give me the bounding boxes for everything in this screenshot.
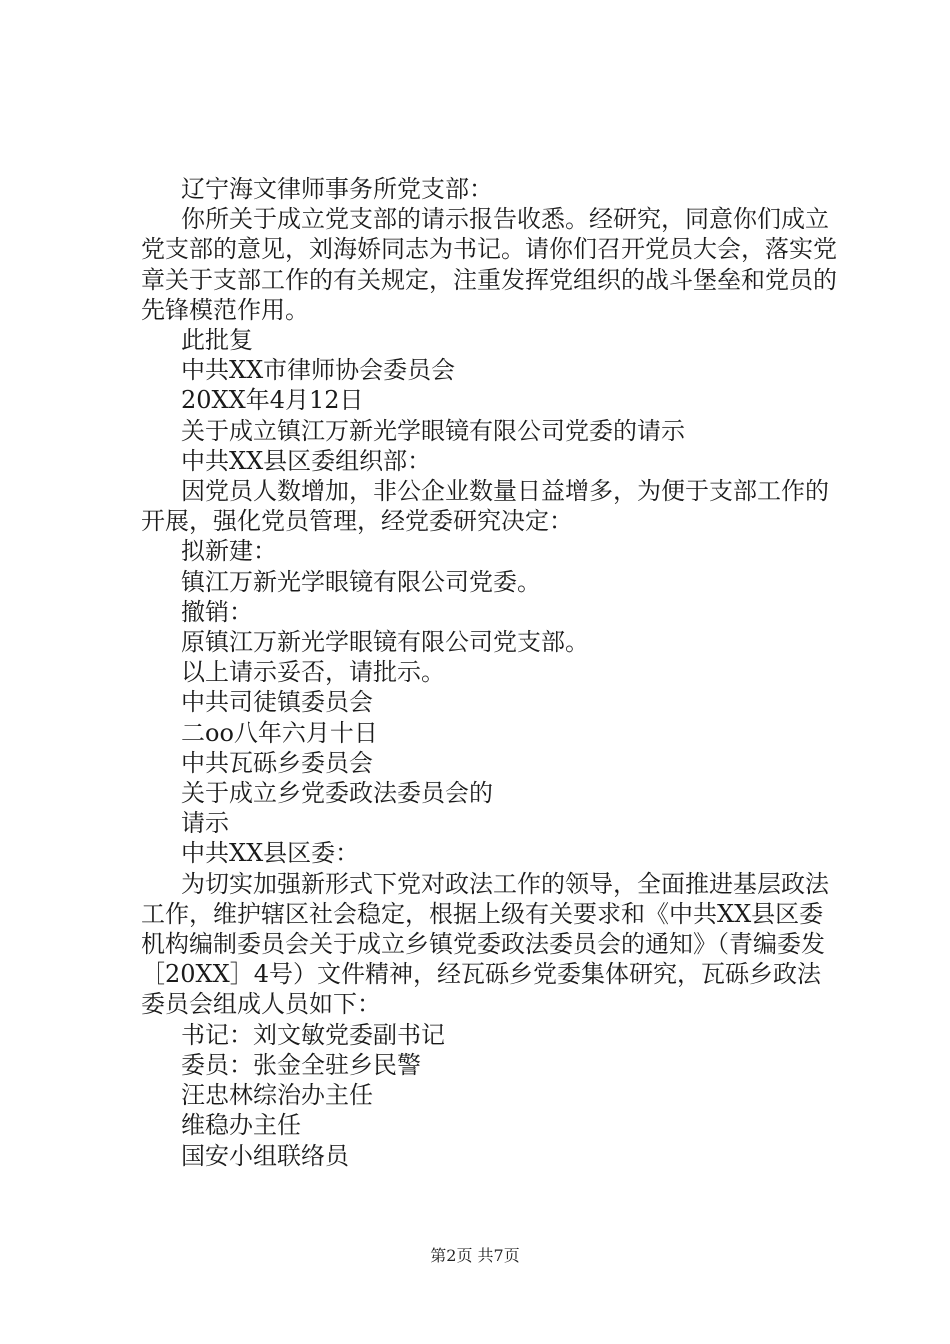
paragraph-salutation-2: 中共XX县区委组织部： <box>181 446 432 475</box>
page-number-footer: 第2页 共7页 <box>430 1246 520 1265</box>
paragraph-issuer-3: 中共瓦砾乡委员会 <box>181 748 373 777</box>
paragraph-member-4: 国安小组联络员 <box>181 1141 349 1170</box>
paragraph-signer-1: 中共XX市律师协会委员会 <box>181 356 456 385</box>
paragraph-revoke-item: 原镇江万新光学眼镜有限公司党支部。 <box>181 628 589 657</box>
paragraph-member-2: 汪忠林综治办主任 <box>181 1081 373 1110</box>
paragraph-revoke-label: 撤销： <box>181 597 253 626</box>
paragraph-salutation-3: 中共XX县区委： <box>181 839 360 868</box>
paragraph-member-3: 维稳办主任 <box>181 1111 301 1140</box>
paragraph-member-1: 委员：张金全驻乡民警 <box>181 1050 421 1079</box>
paragraph-new-item: 镇江万新光学眼镜有限公司党委。 <box>181 567 541 596</box>
paragraph-date-2: 二oo八年六月十日 <box>181 718 378 747</box>
paragraph-date-1: 20XX年4月12日 <box>181 386 364 415</box>
paragraph-title-3b: 请示 <box>181 809 229 838</box>
paragraph-request-closing: 以上请示妥否，请批示。 <box>181 658 445 687</box>
paragraph-reply-body: 你所关于成立党支部的请示报告收悉。经研究，同意你们成立党支部的意见，刘海娇同志为书记。请你们召开党员大会，落实党章关于支部工作的有关规定，注重发挥党组织的战斗堡垒和党员的先锋模范作用。 <box>141 205 837 324</box>
paragraph-reply-closing: 此批复 <box>181 326 253 355</box>
paragraph-member-secretary: 书记：刘文敏党委副书记 <box>181 1020 445 1049</box>
paragraph-signer-2: 中共司徒镇委员会 <box>181 688 373 717</box>
paragraph-title-3a: 关于成立乡党委政法委员会的 <box>181 779 493 808</box>
paragraph-committee-body: 为切实加强新形式下党对政法工作的领导，全面推进基层政法工作，维护辖区社会稳定，根据上级有关要求和《中共XX县区委机构编制委员会关于成立乡镇党委政法委员会的通知》（青编委发［20XX］4号）文件精神，经瓦砾乡党委集体研究，瓦砾乡政法委员会组成人员如下： <box>141 869 829 1019</box>
paragraph-request-body: 因党员人数增加，非公企业数量日益增多，为便于支部工作的开展，强化党员管理，经党委研究决定： <box>141 477 829 536</box>
paragraph-salutation-1: 辽宁海文律师事务所党支部： <box>181 175 493 203</box>
paragraph-new-label: 拟新建： <box>181 537 277 566</box>
document-body <box>141 174 841 1171</box>
paragraph-title-2: 关于成立镇江万新光学眼镜有限公司党委的请示 <box>181 416 685 445</box>
